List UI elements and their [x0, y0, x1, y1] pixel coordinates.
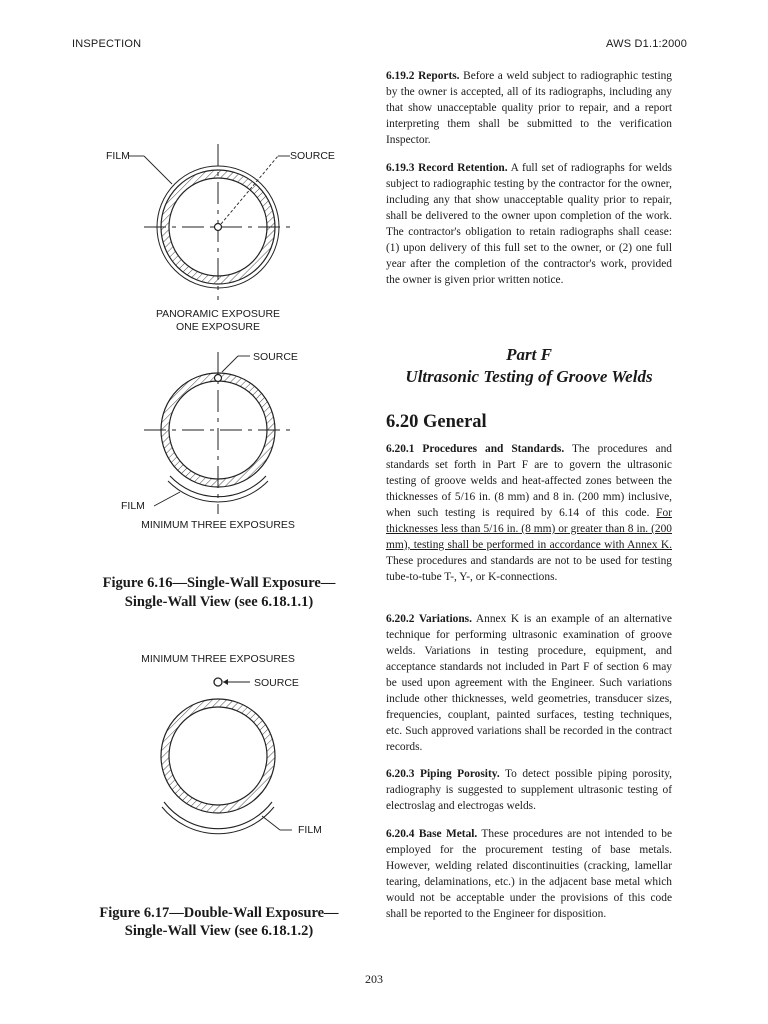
figure-6-17-title-line1: Figure 6.17—Double-Wall Exposure—: [99, 905, 339, 921]
single-wall-three-exposure-diagram: [150, 342, 290, 522]
section-heading: 6.20.2 Variations.: [386, 613, 472, 625]
section-text: These procedures and standards are not to be used for testing tube-to-tube T-, Y-, or K-connections.: [386, 555, 672, 583]
three-exposures-caption: MINIMUM THREE EXPOSURES: [141, 519, 295, 531]
panoramic-caption-2: ONE EXPOSURE: [175, 321, 261, 333]
section-heading: 6.20.3 Piping Porosity.: [386, 768, 500, 780]
section-6-20-2: [386, 611, 672, 755]
source-label: SOURCE: [290, 150, 335, 162]
section-heading: 6.20.4 Base Metal.: [386, 828, 478, 840]
figure-6-16-title-line1: Figure 6.16—Single-Wall Exposure—: [102, 575, 336, 591]
section-6-20-3: [386, 766, 672, 814]
section-text: Before a weld subject to radiographic testing by the owner is accepted, all of its radiographs, including any that show unacceptable quality prior to repair, and a report interpreting them shall be submitted to the verification Inspector.: [386, 70, 673, 146]
figure-6-16-title-line2: Single-Wall View (see 6.18.1.1): [124, 594, 314, 610]
panoramic-caption-1: PANORAMIC EXPOSURE: [155, 308, 281, 320]
section-text: Annex K is an example of an alternative technique for performing ultrasonic examination of groove welds. Variations in testing procedure, equipment, and acceptance standards not included in Part F of section 6 may be used upon agreement with the Engineer. Such variations include other thicknesses, weld geometries, transducer sizes, frequencies, couplant, painted surfaces, testing techniques, etc. Such approved variations shall be recorded in the contract records.: [386, 613, 672, 753]
source-label: SOURCE: [254, 677, 299, 689]
source-label: SOURCE: [253, 351, 298, 363]
running-header-standard: AWS D1.1:2000: [606, 38, 688, 50]
section-heading: 6.19.2 Reports.: [386, 70, 460, 82]
section-text: These procedures are not intended to be employed for the procurement testing of base metals. However, welding related discontinuities (cracking, lamellar tearing, delaminations, etc.) in the adjacent base metal which would not be acceptable under the provisions of this code shall be reported to the Engineer for disposition.: [386, 828, 673, 920]
section-6-20-heading: 6.20 General: [386, 412, 487, 432]
fig617-top-label: MINIMUM THREE EXPOSURES: [141, 653, 295, 665]
film-label: FILM: [298, 824, 322, 836]
underlined-revision: For thicknesses less than 5/16 in. (8 mm) or greater than 8 in. (200 mm), testing shall be performed in accordance with Annex K.: [386, 507, 672, 551]
figure-6-17-title-line2: Single-Wall View (see 6.18.1.2): [124, 923, 314, 939]
film-label: FILM: [106, 150, 130, 162]
section-6-20-4: [386, 826, 672, 922]
section-text: To detect possible piping porosity, radiography is suggested to supplement ultrasonic testing of electroslag and electrogas welds.: [386, 768, 672, 812]
section-6-20-1: [386, 441, 672, 585]
page-number: 203: [365, 972, 383, 986]
part-f-title: Part F: [506, 345, 552, 364]
section-6-19-2: [386, 68, 672, 148]
double-wall-exposure-diagram: [150, 670, 330, 840]
panoramic-exposure-diagram: [150, 142, 290, 302]
section-text: A full set of radiographs for welds subject to radiographic testing by the contractor for the owner, including any that show unacceptable quality prior to repair, shall be delivered to the owner upon completion of the work. The contractor's obligation to retain radiographs shall cease: (1) upon delivery of this full set to the owner, or (2) one full year after the completion of the contractor's work, provided the owner is given prior written notice.: [386, 162, 672, 286]
running-header-section: INSPECTION: [72, 38, 142, 50]
film-label: FILM: [121, 500, 145, 512]
section-text: The procedures and standards set forth in Part F are to govern the ultrasonic testing of groove welds and heat-affected zones between the thicknesses of 5/16 in. (8 mm) and 8 in. (200 mm) inclusive, when such testing is required by 6.14 of this code.: [386, 443, 672, 519]
section-heading: 6.20.1 Procedures and Standards.: [386, 443, 565, 455]
section-6-19-3: [386, 160, 672, 288]
section-heading: 6.19.3 Record Retention.: [386, 162, 508, 174]
part-f-subtitle: Ultrasonic Testing of Groove Welds: [405, 367, 653, 386]
